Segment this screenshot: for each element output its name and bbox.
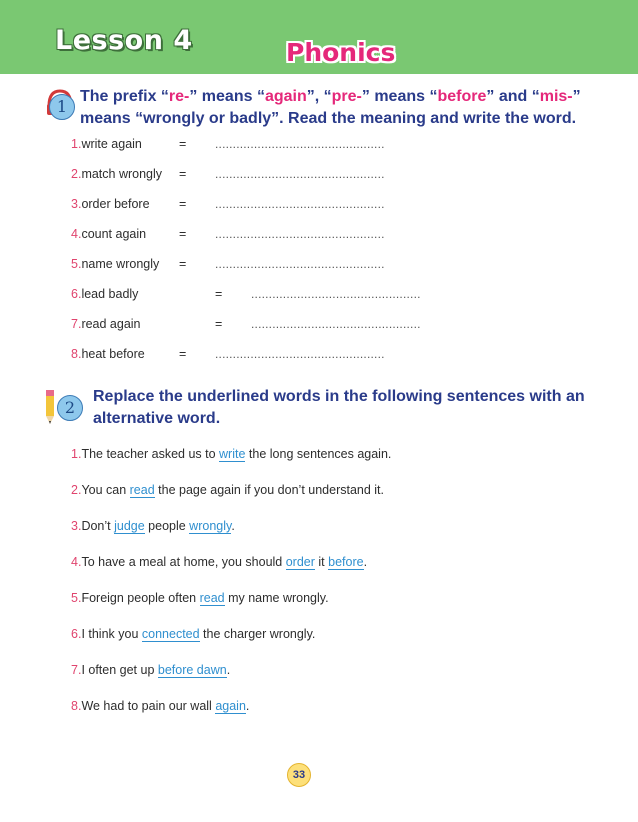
equals-sign: = — [179, 257, 187, 271]
exercise-item — [71, 197, 150, 211]
item-number: 1. — [71, 137, 82, 151]
item-meaning: order before — [81, 197, 150, 211]
question-2-title-line2: alternative word. — [93, 410, 221, 427]
item-meaning: heat before — [81, 347, 145, 361]
answer-blank[interactable]: ................................................ — [215, 137, 385, 151]
equals-sign: = — [179, 347, 187, 361]
item-meaning: match wrongly — [81, 167, 163, 181]
sentence-text: the long sentences again. — [245, 447, 392, 461]
title-text: ”, “ — [306, 88, 332, 105]
sentence-text: people — [144, 519, 190, 533]
title-text: ” means “ — [361, 88, 438, 105]
topic-title: Phonics — [286, 38, 396, 67]
equals-sign: = — [215, 287, 223, 301]
exercise-item — [71, 257, 159, 271]
exercise-item — [71, 347, 145, 361]
item-number: 6. — [71, 287, 82, 301]
underlined-word: before — [328, 555, 364, 569]
underlined-word: read — [129, 483, 155, 497]
item-meaning: read again — [81, 317, 141, 331]
sentence-number: 1. — [71, 447, 82, 461]
item-meaning: lead badly — [81, 287, 139, 301]
item-meaning: count again — [81, 227, 147, 241]
item-number: 4. — [71, 227, 82, 241]
equals-sign: = — [179, 137, 187, 151]
highlight-word: re- — [168, 88, 190, 105]
sentence-text: You can — [81, 483, 130, 497]
question-2-number: 2 — [57, 395, 83, 421]
page-number: 33 — [287, 763, 311, 787]
sentence-text: . — [363, 555, 368, 569]
exercise-item — [71, 137, 142, 151]
equals-sign: = — [179, 197, 187, 211]
underlined-word: again — [215, 699, 246, 713]
sentence-number: 7. — [71, 663, 82, 677]
underlined-word: read — [199, 591, 225, 605]
title-text: The prefix “ — [80, 88, 169, 105]
pencil-icon — [43, 388, 57, 426]
item-number: 3. — [71, 197, 82, 211]
answer-blank[interactable]: ................................................ — [215, 167, 385, 181]
sentence-text: I think you — [81, 627, 142, 641]
sentence — [71, 483, 384, 497]
sentence — [71, 519, 235, 533]
lesson-title: Lesson 4 — [55, 25, 193, 56]
sentence — [71, 627, 315, 641]
underlined-word: connected — [141, 627, 200, 641]
highlight-word: mis- — [539, 88, 573, 105]
sentence-number: 3. — [71, 519, 82, 533]
question-1-number: 1 — [49, 94, 75, 120]
question-1-title-line2: means “wrongly or badly”. Read the meaning and write the word. — [80, 110, 577, 127]
sentence-text: . — [231, 519, 235, 533]
item-number: 8. — [71, 347, 82, 361]
item-number: 2. — [71, 167, 82, 181]
sentence — [71, 447, 391, 461]
question-2-title-line1: Replace the underlined words in the following sentences with an — [93, 388, 585, 405]
sentence — [71, 663, 230, 677]
item-number: 5. — [71, 257, 82, 271]
answer-blank[interactable]: ................................................ — [215, 197, 385, 211]
exercise-item — [71, 167, 162, 181]
answer-blank[interactable]: ................................................ — [215, 257, 385, 271]
sentence — [71, 699, 249, 713]
sentence — [71, 591, 329, 605]
sentence-number: 8. — [71, 699, 82, 713]
sentence-number: 2. — [71, 483, 82, 497]
question-1-title — [80, 86, 581, 130]
title-text: ” means “ — [189, 88, 265, 105]
sentence-text: We had to pain our wall — [81, 699, 216, 713]
sentence-text: To have a meal at home, you should — [81, 555, 286, 569]
highlight-word: again — [264, 88, 307, 105]
item-number: 7. — [71, 317, 82, 331]
underlined-word: before dawn — [157, 663, 227, 677]
sentence-text: my name wrongly. — [224, 591, 329, 605]
sentence-text: . — [226, 663, 231, 677]
equals-sign: = — [179, 167, 187, 181]
sentence-text: Foreign people often — [81, 591, 200, 605]
highlight-word: before — [437, 88, 487, 105]
answer-blank[interactable]: ................................................ — [251, 317, 421, 331]
answer-blank[interactable]: ................................................ — [251, 287, 421, 301]
sentence-text: it — [314, 555, 329, 569]
sentence-number: 6. — [71, 627, 82, 641]
answer-blank[interactable]: ................................................ — [215, 347, 385, 361]
underlined-word: judge — [114, 519, 145, 533]
sentence-text: Don’t — [81, 519, 115, 533]
sentence-number: 5. — [71, 591, 82, 605]
question-1-title-line1 — [80, 86, 581, 108]
exercise-item — [71, 227, 146, 241]
sentence-text: the page again if you don’t understand it. — [154, 483, 385, 497]
sentence — [71, 555, 367, 569]
sentence-text: The teacher asked us to — [81, 447, 220, 461]
sentence-text: the charger wrongly. — [199, 627, 316, 641]
exercise-item — [71, 317, 141, 331]
equals-sign: = — [179, 227, 187, 241]
underlined-word: order — [285, 555, 315, 569]
item-meaning: write again — [81, 137, 142, 151]
equals-sign: = — [215, 317, 223, 331]
question-2-title — [93, 386, 585, 430]
highlight-word: pre- — [331, 88, 362, 105]
answer-blank[interactable]: ................................................ — [215, 227, 385, 241]
underlined-word: wrongly — [189, 519, 232, 533]
title-text: ” and “ — [486, 88, 540, 105]
sentence-text: . — [245, 699, 250, 713]
sentence-text: I often get up — [81, 663, 158, 677]
title-text: ” — [572, 88, 581, 105]
sentence-number: 4. — [71, 555, 82, 569]
exercise-item — [71, 287, 138, 301]
underlined-word: write — [219, 447, 246, 461]
item-meaning: name wrongly — [81, 257, 160, 271]
